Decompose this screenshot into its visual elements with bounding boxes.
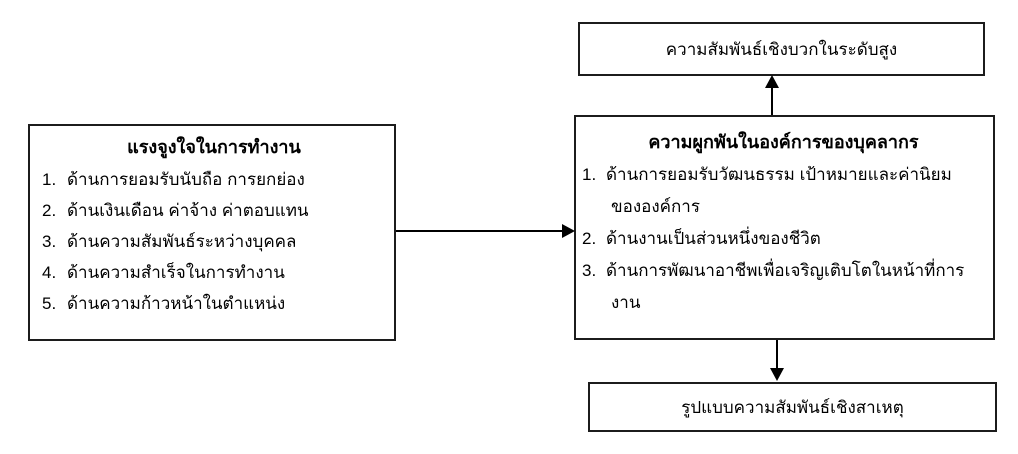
- list-item: [42, 257, 386, 288]
- list-item: [582, 159, 985, 223]
- work-motivation-title: แรงจูงใจในการทำงาน: [127, 137, 301, 157]
- work-motivation-box: [28, 124, 396, 341]
- arrow-motivation-to-commitment-line: [396, 230, 562, 232]
- high-positive-relationship-box: [578, 22, 985, 76]
- list-item: [582, 255, 985, 319]
- item-text: ด้านความก้าวหน้าในตำแหน่ง: [67, 294, 286, 313]
- organizational-commitment-item-list: [582, 159, 985, 319]
- item-text: ด้านการพัฒนาอาชีพเพื่อเจริญเติบโตในหน้าที่การ: [606, 261, 965, 280]
- work-motivation-item-list: [42, 164, 386, 319]
- item-continuation-text: ขององค์การ: [611, 197, 700, 216]
- item-text: ด้านความสัมพันธ์ระหว่างบุคคล: [67, 232, 297, 251]
- list-item: [42, 195, 386, 226]
- item-text: ด้านการยอมรับวัฒนธรรม เป้าหมายและค่านิยม: [606, 165, 952, 184]
- arrowhead-up-icon: [765, 75, 779, 88]
- high-positive-relationship-label: ความสัมพันธ์เชิงบวกในระดับสูง: [665, 39, 898, 59]
- item-number: 3.: [42, 232, 57, 251]
- item-number: 2.: [42, 201, 57, 220]
- item-number: 1.: [582, 165, 597, 184]
- item-number: 5.: [42, 294, 57, 313]
- item-continuation-text: งาน: [611, 293, 641, 312]
- organizational-commitment-title: ความผูกพันในองค์การของบุคลากร: [648, 132, 919, 152]
- list-item: [582, 223, 985, 255]
- item-text: ด้านการยอมรับนับถือ การยกย่อง: [67, 170, 305, 189]
- item-number: 3.: [582, 261, 597, 280]
- arrow-commitment-to-relationship-line: [771, 86, 773, 115]
- item-text: ด้านงานเป็นส่วนหนึ่งของชีวิต: [606, 229, 821, 248]
- list-item: [42, 164, 386, 195]
- causal-model-box: [588, 382, 997, 432]
- arrow-commitment-to-model-line: [776, 340, 778, 369]
- list-item: [42, 288, 386, 319]
- item-number: 1.: [42, 170, 57, 189]
- item-number: 4.: [42, 263, 57, 282]
- arrowhead-down-icon: [770, 368, 784, 381]
- causal-model-label: รูปแบบความสัมพันธ์เชิงสาเหตุ: [681, 397, 904, 417]
- list-item: [42, 226, 386, 257]
- organizational-commitment-box: [574, 115, 995, 340]
- arrowhead-right-icon: [562, 224, 575, 238]
- item-text: ด้านเงินเดือน ค่าจ้าง ค่าตอบแทน: [67, 201, 309, 220]
- item-text: ด้านความสำเร็จในการทำงาน: [67, 263, 285, 282]
- item-number: 2.: [582, 229, 597, 248]
